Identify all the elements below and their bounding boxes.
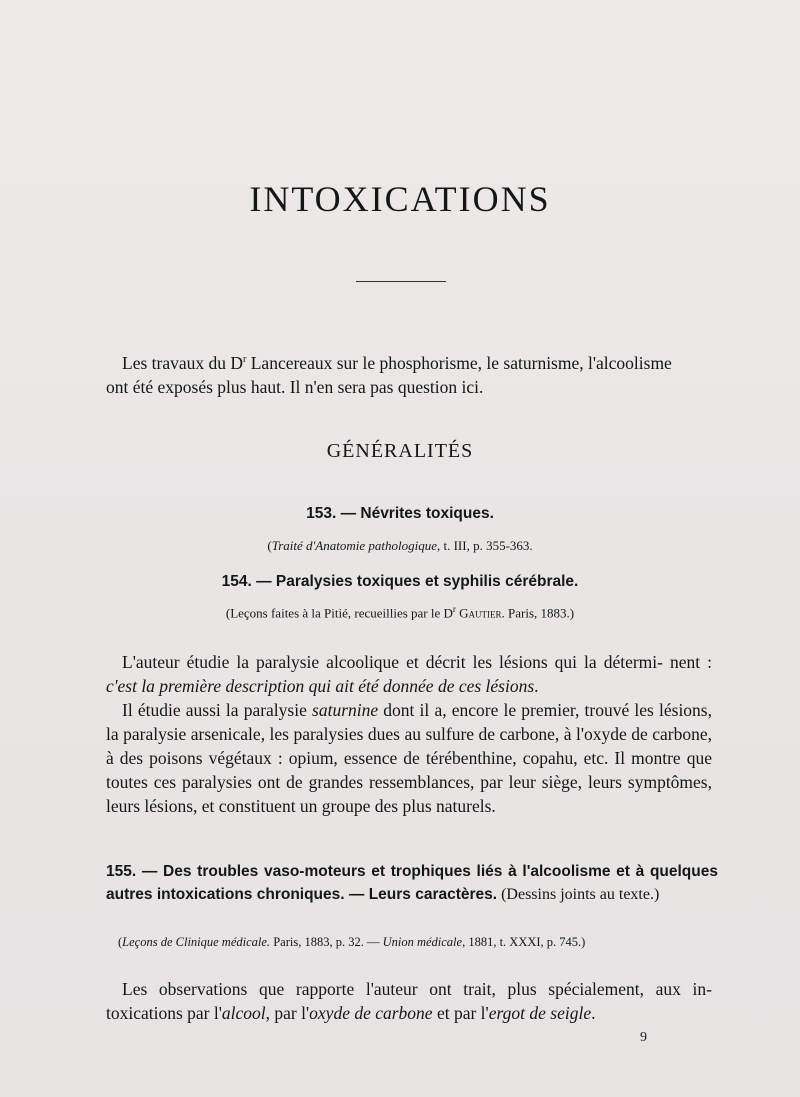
title-divider: [356, 281, 446, 282]
entry-155-title: 155. — Des troubles vaso-moteurs et trophiques liés à l'alcoolisme et à quelques autres intoxications chroniques. — Leurs caractères. (Dessins joints au texte.): [106, 863, 718, 903]
paragraph-alcoholic-paralysis: L'auteur étudie la paralysie alcoolique et décrit les lésions qui la détermi- nent : c'est la première description qui ait été donnée de ces lésions.: [106, 652, 712, 696]
entry-154-reference: (Leçons faites à la Pitié, recueillies par le $D^r$ Gautier. Paris, 1883.): [225, 604, 575, 621]
intro-paragraph: Les travaux du $D^r$ Lancereaux sur le phosphorisme, le saturnisme, l'alcoolisme ont été exposés plus haut. Il n'en sera pas question ici.: [106, 352, 672, 397]
page-number: 9: [640, 1030, 647, 1045]
page-title: INTOXICATIONS: [249, 179, 551, 219]
section-title: GÉNÉRALITÉS: [326, 440, 474, 462]
entry-154-title: 154. — Paralysies toxiques et syphilis cérébrale.: [221, 573, 579, 590]
paragraph-observations: Les observations que rapporte l'auteur ont trait, plus spécialement, aux in-toxications par l'alcool, par l'oxyde de carbone et par l'ergot de seigle.: [106, 979, 712, 1023]
entry-155-reference: (Leçons de Clinique médicale. Paris, 1883, p. 32. — Union médicale, 1881, t. XXXI, p. 745.): [118, 935, 586, 949]
entry-153-title: 153. — Névrites toxiques.: [306, 505, 494, 522]
paragraph-saturnine-paralysis: Il étudie aussi la paralysie saturnine dont il a, encore le premier, trouvé les lésions, la paralysie arsenicale, les paralysies dues au sulfure de carbone, à l'oxyde de carbone, à des poisons végétaux : opium, essence de térébenthine, copahu, etc. Il montre que toutes ces paralysies ont de grandes ressemblances, par leur siège, leurs symptômes, leurs lésions, et constituent un groupe des plus naturels.: [106, 700, 712, 816]
entry-153-reference: (Traité d'Anatomie pathologique, t. III, p. 355-363.: [267, 538, 533, 553]
